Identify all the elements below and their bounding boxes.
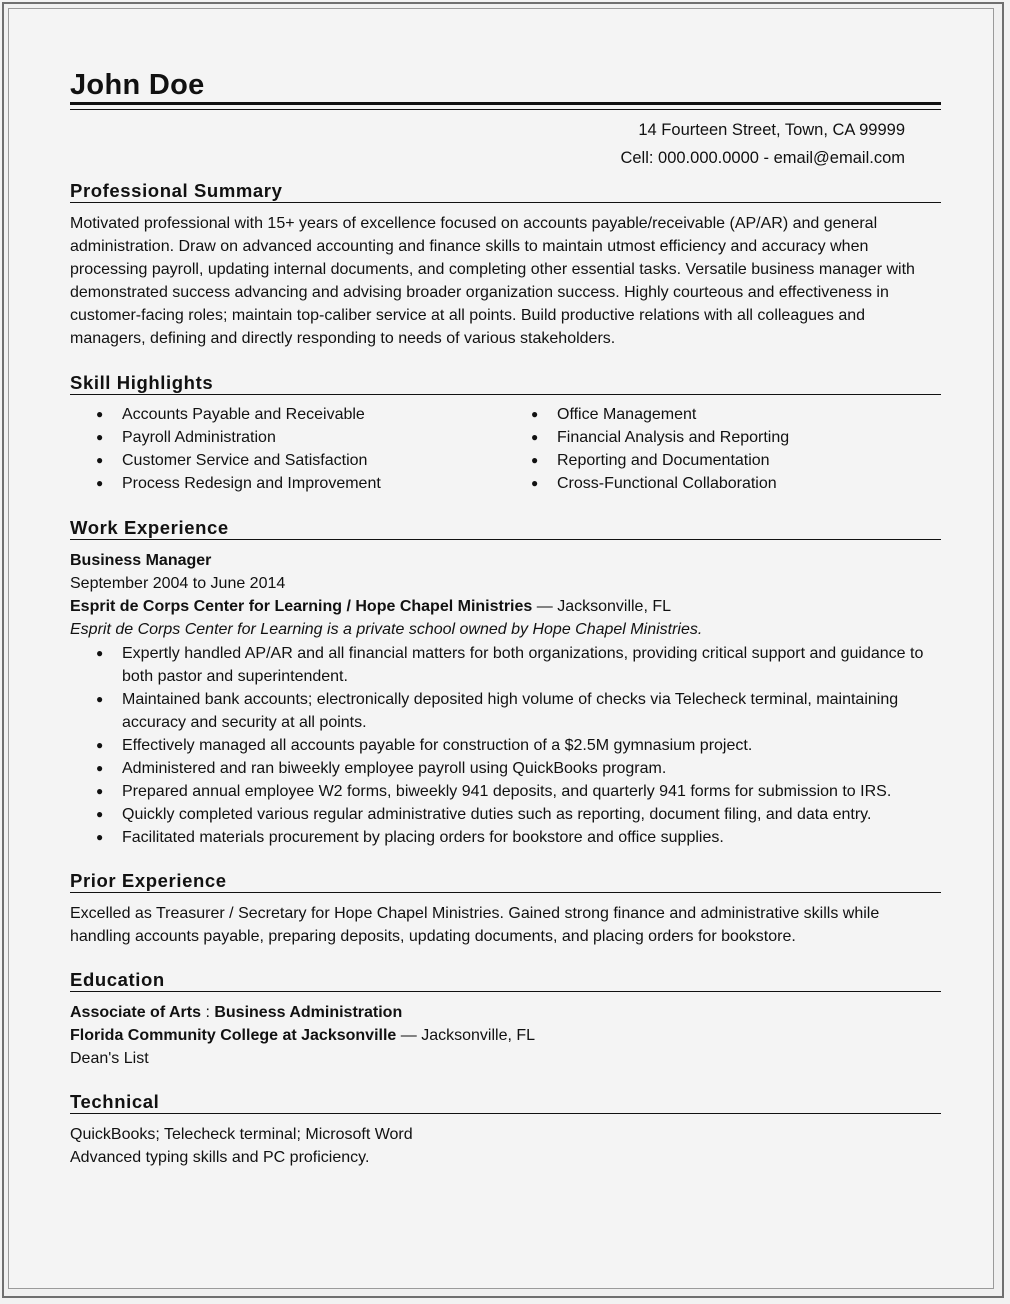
employer-dash: — [532,598,558,615]
technical-block [70,1123,941,1169]
section-title-summary: Professional Summary [70,180,941,203]
skill-item: ● Accounts Payable and Receivable [70,403,490,426]
employer-line [70,595,941,618]
contact-block [620,116,905,172]
work-bullet: ● Maintained bank accounts; electronically deposited high volume of checks via Telecheck terminal, maintaining accuracy and security at all points. [70,688,941,734]
contact-phone-email: Cell: 000.000.0000 - email@email.com [620,149,905,167]
section-title-education: Education [70,969,941,992]
summary-text: Motivated professional with 15+ years of excellence focused on accounts payable/receivable (AP/AR) and general administration. Draw on advanced accounting and finance skills to maintain utmost efficiency and accuracy when processing payroll, updating internal documents, and completing other essential tasks. Versatile business manager with demonstrated success advancing and advising broader organization success. Highly courteous and effectiveness in customer-facing roles; maintain top-caliber service at all points. Build productive relations with all colleagues and managers, defining and directly responding to needs of various stakeholders. [70,215,915,347]
school-name: Florida Community College at Jacksonville [70,1027,397,1044]
work-bullet: ● Expertly handled AP/AR and all financial matters for both organizations, providing critical support and guidance to both pastor and superintendent. [70,642,941,688]
work-bullet: ● Quickly completed various regular administrative duties such as reporting, document filing, and data entry. [70,803,941,826]
section-title-skills: Skill Highlights [70,372,941,395]
skills-list-right [505,403,925,495]
school-line [70,1024,941,1047]
work-bullet: ● Administered and ran biweekly employee payroll using QuickBooks program. [70,757,941,780]
candidate-name: John Doe [70,69,205,101]
prior-text: Excelled as Treasurer / Secretary for Hope Chapel Ministries. Gained strong finance and administrative skills while handling accounts payable, preparing deposits, updating documents, and placing orders for bookstore. [70,905,880,945]
job-dates: September 2004 to June 2014 [70,575,286,592]
school-dash: — [396,1027,422,1044]
work-header [70,549,941,641]
education-block [70,1001,941,1070]
school-location: Jacksonville, FL [421,1027,536,1044]
skill-item: ● Office Management [505,403,925,426]
skill-item: ● Financial Analysis and Reporting [505,426,925,449]
job-title: Business Manager [70,552,212,569]
skill-item: ● Payroll Administration [70,426,490,449]
section-title-prior: Prior Experience [70,870,941,893]
employer-location: Jacksonville, FL [557,598,672,615]
employer-description: Esprit de Corps Center for Learning is a private school owned by Hope Chapel Ministries. [70,621,703,638]
degree-separator: : [201,1004,215,1021]
header-rule-thick [70,102,941,105]
work-bullet: ● Effectively managed all accounts payable for construction of a $2.5M gymnasium project. [70,734,941,757]
technical-line-1: QuickBooks; Telecheck terminal; Microsoft Word [70,1126,413,1143]
degree: Associate of Arts [70,1004,201,1021]
section-title-technical: Technical [70,1091,941,1114]
honor: Dean's List [70,1050,149,1067]
skill-item: ● Customer Service and Satisfaction [70,449,490,472]
section-title-work: Work Experience [70,517,941,540]
contact-address: 14 Fourteen Street, Town, CA 99999 [638,121,905,139]
work-bullets [70,642,941,849]
technical-line-2: Advanced typing skills and PC proficiency. [70,1149,370,1166]
skill-item: ● Reporting and Documentation [505,449,925,472]
degree-line [70,1001,941,1024]
employer-name: Esprit de Corps Center for Learning / Hope Chapel Ministries [70,598,533,615]
degree-field: Business Administration [214,1004,403,1021]
header-rule-thin [70,109,941,110]
skill-item: ● Cross-Functional Collaboration [505,472,925,495]
work-bullet: ● Facilitated materials procurement by placing orders for bookstore and office supplies. [70,826,941,849]
skills-list-left [70,403,490,495]
work-bullet: ● Prepared annual employee W2 forms, biweekly 941 deposits, and quarterly 941 forms for submission to IRS. [70,780,941,803]
skill-item: ● Process Redesign and Improvement [70,472,490,495]
